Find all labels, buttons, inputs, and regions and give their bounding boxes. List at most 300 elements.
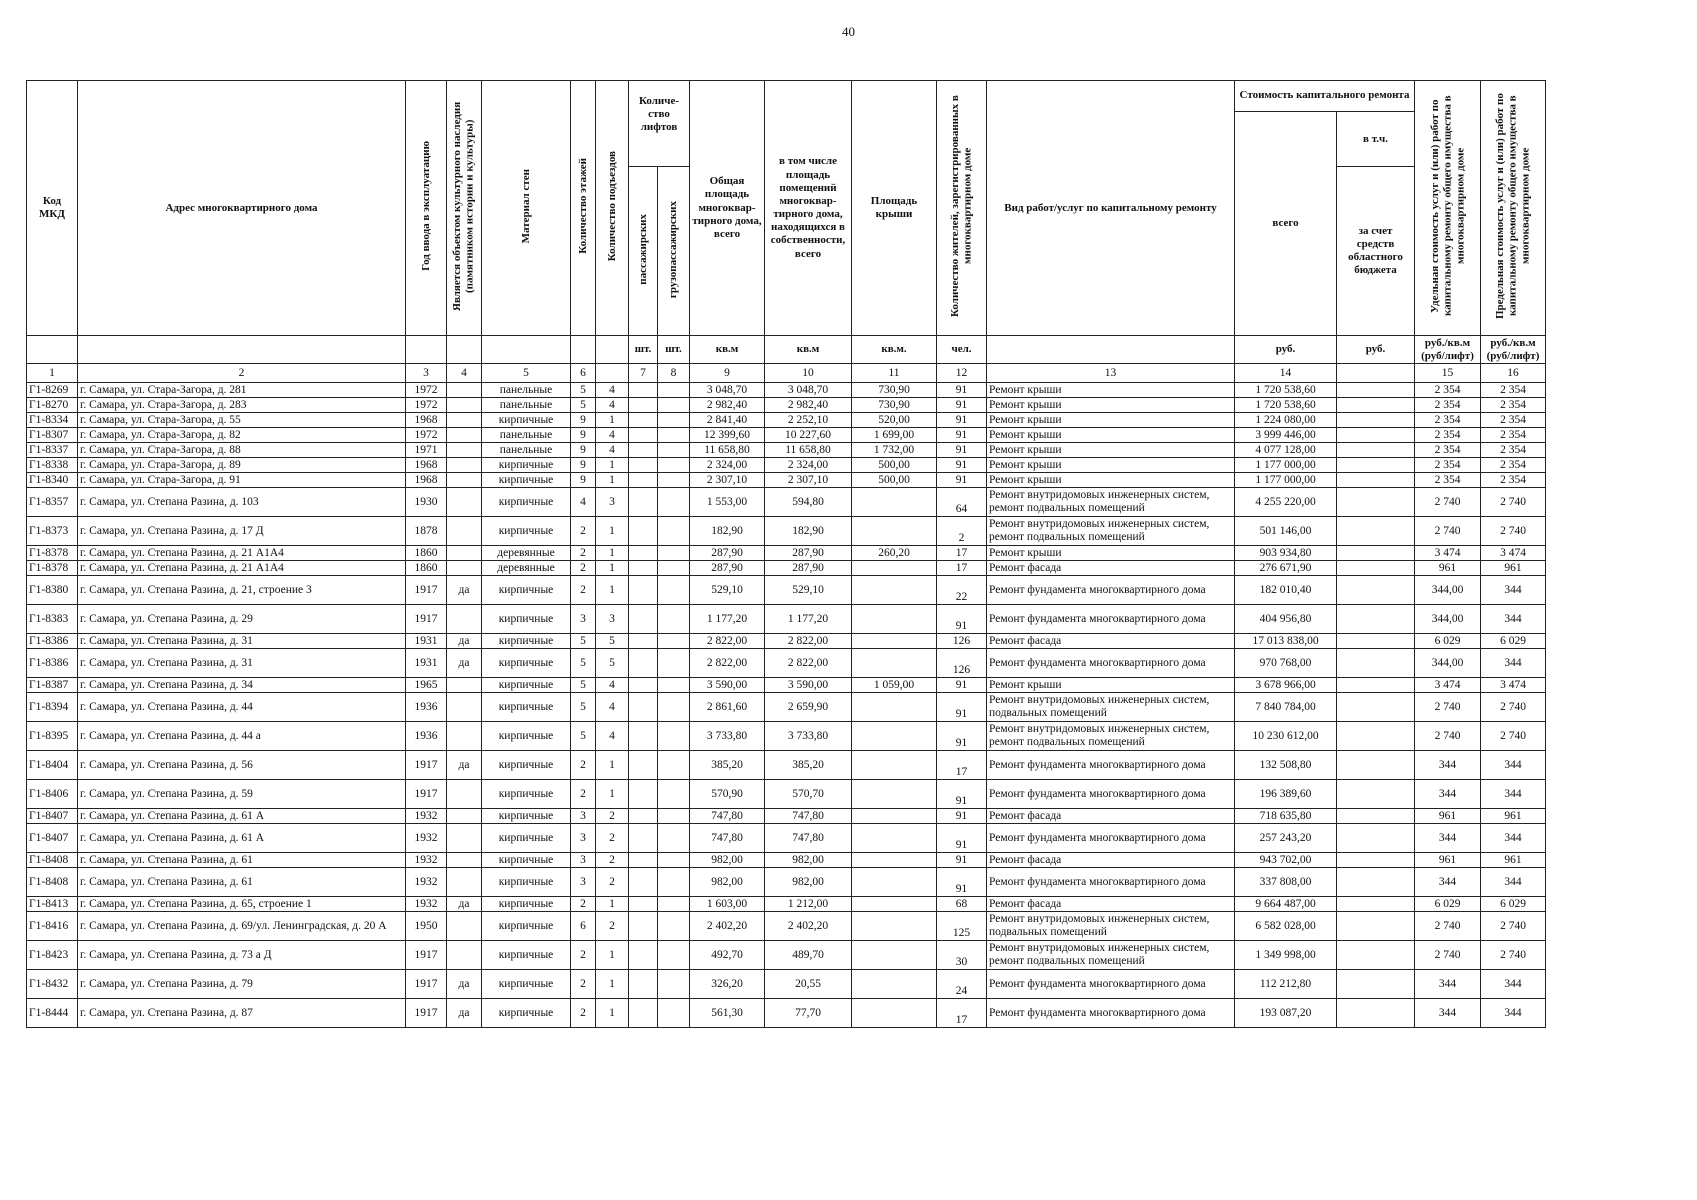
cell-unit-cost: 344 bbox=[1415, 970, 1481, 999]
cell-cost-regional bbox=[1337, 517, 1415, 546]
cell-floors: 3 bbox=[571, 853, 596, 868]
cell-code: Г1-8406 bbox=[27, 780, 78, 809]
cell-cost-total: 3 999 446,00 bbox=[1235, 428, 1337, 443]
cell-residents: 91 bbox=[937, 458, 987, 473]
column-number: 1 bbox=[27, 364, 78, 383]
cell-year: 1950 bbox=[406, 912, 447, 941]
cell-address: г. Самара, ул. Степана Разина, д. 65, строение 1 bbox=[78, 897, 406, 912]
cell-lifts-pass bbox=[629, 443, 658, 458]
cell-code: Г1-8395 bbox=[27, 722, 78, 751]
unit-residents: чел. bbox=[937, 336, 987, 364]
cell-code: Г1-8337 bbox=[27, 443, 78, 458]
cell-year: 1917 bbox=[406, 970, 447, 999]
cell-cost-regional bbox=[1337, 853, 1415, 868]
table-row bbox=[27, 473, 1546, 488]
cell-address: г. Самара, ул. Степана Разина, д. 44 bbox=[78, 693, 406, 722]
cell-cost-regional bbox=[1337, 751, 1415, 780]
cell-floors: 2 bbox=[571, 780, 596, 809]
cell-owned-area: 982,00 bbox=[765, 868, 852, 897]
table-row bbox=[27, 970, 1546, 999]
cell-max-cost: 6 029 bbox=[1481, 634, 1546, 649]
column-number-row bbox=[27, 364, 1546, 383]
cell-code: Г1-8380 bbox=[27, 576, 78, 605]
cell-entrances: 1 bbox=[596, 458, 629, 473]
cell-entrances: 2 bbox=[596, 853, 629, 868]
cell-code: Г1-8407 bbox=[27, 809, 78, 824]
cell-lifts-pass bbox=[629, 970, 658, 999]
table-row bbox=[27, 824, 1546, 853]
table-row bbox=[27, 722, 1546, 751]
cell-year: 1931 bbox=[406, 649, 447, 678]
cell-work-type: Ремонт крыши bbox=[987, 678, 1235, 693]
cell-wall: панельные bbox=[482, 398, 571, 413]
cell-floors: 3 bbox=[571, 824, 596, 853]
column-number: 3 bbox=[406, 364, 447, 383]
header-cost-total: всего bbox=[1235, 112, 1337, 336]
cell-unit-cost: 2 354 bbox=[1415, 458, 1481, 473]
cell-max-cost: 3 474 bbox=[1481, 678, 1546, 693]
cell-wall: панельные bbox=[482, 428, 571, 443]
header-wall: Материал стен bbox=[482, 81, 571, 336]
table-row bbox=[27, 941, 1546, 970]
cell-total-area: 2 982,40 bbox=[690, 398, 765, 413]
cell-work-type: Ремонт крыши bbox=[987, 473, 1235, 488]
cell-lifts-cargo bbox=[658, 868, 690, 897]
cell-entrances: 1 bbox=[596, 546, 629, 561]
cell-residents: 91 bbox=[937, 443, 987, 458]
cell-lifts-pass bbox=[629, 649, 658, 678]
cell-cost-total: 404 956,80 bbox=[1235, 605, 1337, 634]
cell-code: Г1-8383 bbox=[27, 605, 78, 634]
cell-cost-total: 4 255 220,00 bbox=[1235, 488, 1337, 517]
cell-lifts-pass bbox=[629, 678, 658, 693]
cell-owned-area: 2 822,00 bbox=[765, 634, 852, 649]
cell-unit-cost: 344 bbox=[1415, 780, 1481, 809]
cell-total-area: 182,90 bbox=[690, 517, 765, 546]
cell-total-area: 747,80 bbox=[690, 824, 765, 853]
cell-residents: 64 bbox=[937, 488, 987, 517]
cell-lifts-pass bbox=[629, 576, 658, 605]
cell-cost-total: 9 664 487,00 bbox=[1235, 897, 1337, 912]
cell-wall: панельные bbox=[482, 383, 571, 398]
cell-residents: 125 bbox=[937, 912, 987, 941]
cell-entrances: 1 bbox=[596, 941, 629, 970]
cell-cost-regional bbox=[1337, 546, 1415, 561]
cell-work-type: Ремонт крыши bbox=[987, 398, 1235, 413]
header-owned-area: в том числе площадь помещений многоквар-тирного дома, находящихся в собственности, всего bbox=[765, 81, 852, 336]
cell-lifts-cargo bbox=[658, 458, 690, 473]
cell-cost-total: 1 224 080,00 bbox=[1235, 413, 1337, 428]
cell-code: Г1-8307 bbox=[27, 428, 78, 443]
cell-owned-area: 77,70 bbox=[765, 999, 852, 1028]
cell-heritage bbox=[447, 488, 482, 517]
cell-work-type: Ремонт внутридомовых инженерных систем, подвальных помещений bbox=[987, 693, 1235, 722]
cell-address: г. Самара, ул. Степана Разина, д. 34 bbox=[78, 678, 406, 693]
cell-wall: кирпичные bbox=[482, 517, 571, 546]
cell-wall: кирпичные bbox=[482, 809, 571, 824]
cell-cost-total: 718 635,80 bbox=[1235, 809, 1337, 824]
cell-roof-area bbox=[852, 824, 937, 853]
cell-entrances: 1 bbox=[596, 517, 629, 546]
cell-roof-area: 1 059,00 bbox=[852, 678, 937, 693]
cell-floors: 2 bbox=[571, 897, 596, 912]
cell-owned-area: 747,80 bbox=[765, 824, 852, 853]
cell-owned-area: 1 177,20 bbox=[765, 605, 852, 634]
cell-total-area: 982,00 bbox=[690, 868, 765, 897]
cell-lifts-cargo bbox=[658, 649, 690, 678]
cell-residents: 2 bbox=[937, 517, 987, 546]
cell-entrances: 5 bbox=[596, 634, 629, 649]
cell-roof-area bbox=[852, 576, 937, 605]
cell-roof-area bbox=[852, 605, 937, 634]
cell-total-area: 287,90 bbox=[690, 561, 765, 576]
table-row bbox=[27, 413, 1546, 428]
table-row bbox=[27, 383, 1546, 398]
cell-heritage bbox=[447, 693, 482, 722]
cell-owned-area: 3 590,00 bbox=[765, 678, 852, 693]
cell-wall: кирпичные bbox=[482, 824, 571, 853]
cell-total-area: 561,30 bbox=[690, 999, 765, 1028]
cell-owned-area: 287,90 bbox=[765, 546, 852, 561]
cell-code: Г1-8407 bbox=[27, 824, 78, 853]
cell-owned-area: 747,80 bbox=[765, 809, 852, 824]
cell-max-cost: 2 740 bbox=[1481, 912, 1546, 941]
cell-year: 1972 bbox=[406, 428, 447, 443]
cell-work-type: Ремонт внутридомовых инженерных систем, ремонт подвальных помещений bbox=[987, 941, 1235, 970]
cell-address: г. Самара, ул. Степана Разина, д. 44 а bbox=[78, 722, 406, 751]
cell-floors: 3 bbox=[571, 809, 596, 824]
cell-max-cost: 2 740 bbox=[1481, 693, 1546, 722]
cell-lifts-pass bbox=[629, 868, 658, 897]
cell-roof-area: 500,00 bbox=[852, 458, 937, 473]
cell-wall: кирпичные bbox=[482, 912, 571, 941]
cell-total-area: 492,70 bbox=[690, 941, 765, 970]
cell-entrances: 1 bbox=[596, 561, 629, 576]
cell-address: г. Самара, ул. Степана Разина, д. 73 а Д bbox=[78, 941, 406, 970]
table-row bbox=[27, 693, 1546, 722]
cell-owned-area: 594,80 bbox=[765, 488, 852, 517]
cell-code: Г1-8408 bbox=[27, 853, 78, 868]
cell-lifts-cargo bbox=[658, 561, 690, 576]
cell-total-area: 2 861,60 bbox=[690, 693, 765, 722]
cell-lifts-cargo bbox=[658, 398, 690, 413]
cell-lifts-cargo bbox=[658, 488, 690, 517]
cell-max-cost: 961 bbox=[1481, 853, 1546, 868]
header-lifts: Количе-ство лифтов bbox=[629, 81, 690, 167]
cell-owned-area: 2 822,00 bbox=[765, 649, 852, 678]
table-row bbox=[27, 458, 1546, 473]
table-row bbox=[27, 809, 1546, 824]
cell-cost-total: 4 077 128,00 bbox=[1235, 443, 1337, 458]
cell-roof-area bbox=[852, 517, 937, 546]
cell-entrances: 2 bbox=[596, 912, 629, 941]
cell-cost-total: 6 582 028,00 bbox=[1235, 912, 1337, 941]
cell-roof-area: 500,00 bbox=[852, 473, 937, 488]
cell-max-cost: 344 bbox=[1481, 868, 1546, 897]
cell-wall: кирпичные bbox=[482, 853, 571, 868]
table-row bbox=[27, 780, 1546, 809]
cell-cost-total: 943 702,00 bbox=[1235, 853, 1337, 868]
cell-wall: деревянные bbox=[482, 561, 571, 576]
cell-cost-regional bbox=[1337, 383, 1415, 398]
cell-roof-area bbox=[852, 809, 937, 824]
header-cost-regional: за счет средств областного бюджета bbox=[1337, 167, 1415, 336]
table-row bbox=[27, 634, 1546, 649]
cell-year: 1932 bbox=[406, 824, 447, 853]
cell-lifts-cargo bbox=[658, 693, 690, 722]
cell-lifts-cargo bbox=[658, 824, 690, 853]
cell-max-cost: 344 bbox=[1481, 576, 1546, 605]
cell-entrances: 4 bbox=[596, 398, 629, 413]
cell-cost-regional bbox=[1337, 912, 1415, 941]
cell-lifts-pass bbox=[629, 912, 658, 941]
cell-floors: 5 bbox=[571, 722, 596, 751]
cell-roof-area: 730,90 bbox=[852, 383, 937, 398]
cell-heritage: да bbox=[447, 970, 482, 999]
cell-code: Г1-8334 bbox=[27, 413, 78, 428]
cell-work-type: Ремонт фундамента многоквартирного дома bbox=[987, 649, 1235, 678]
cell-roof-area bbox=[852, 649, 937, 678]
cell-work-type: Ремонт фундамента многоквартирного дома bbox=[987, 824, 1235, 853]
cell-max-cost: 2 354 bbox=[1481, 398, 1546, 413]
cell-unit-cost: 6 029 bbox=[1415, 897, 1481, 912]
cell-code: Г1-8432 bbox=[27, 970, 78, 999]
cell-lifts-pass bbox=[629, 398, 658, 413]
cell-residents: 91 bbox=[937, 809, 987, 824]
column-number: 7 bbox=[629, 364, 658, 383]
cell-max-cost: 2 740 bbox=[1481, 722, 1546, 751]
cell-residents: 17 bbox=[937, 999, 987, 1028]
cell-roof-area bbox=[852, 868, 937, 897]
cell-max-cost: 2 354 bbox=[1481, 383, 1546, 398]
cell-wall: кирпичные bbox=[482, 488, 571, 517]
cell-wall: кирпичные bbox=[482, 649, 571, 678]
cell-code: Г1-8338 bbox=[27, 458, 78, 473]
cell-lifts-cargo bbox=[658, 428, 690, 443]
header-residents: Количество жителей, зарегистрированных в многоквартирном доме bbox=[937, 81, 987, 336]
cell-cost-regional bbox=[1337, 678, 1415, 693]
header-heritage: Является объектом культурного наследия (памятником истории и культуры) bbox=[447, 81, 482, 336]
cell-floors: 3 bbox=[571, 605, 596, 634]
cell-code: Г1-8270 bbox=[27, 398, 78, 413]
cell-residents: 91 bbox=[937, 693, 987, 722]
cell-address: г. Самара, ул. Стара-Загора, д. 55 bbox=[78, 413, 406, 428]
cell-max-cost: 344 bbox=[1481, 999, 1546, 1028]
table-row bbox=[27, 912, 1546, 941]
cell-unit-cost: 961 bbox=[1415, 561, 1481, 576]
cell-heritage bbox=[447, 780, 482, 809]
cell-roof-area bbox=[852, 488, 937, 517]
cell-year: 1968 bbox=[406, 413, 447, 428]
cell-address: г. Самара, ул. Степана Разина, д. 87 bbox=[78, 999, 406, 1028]
cell-lifts-pass bbox=[629, 383, 658, 398]
cell-max-cost: 2 740 bbox=[1481, 488, 1546, 517]
cell-lifts-pass bbox=[629, 561, 658, 576]
cell-floors: 2 bbox=[571, 999, 596, 1028]
unit-lifts-cargo: шт. bbox=[658, 336, 690, 364]
cell-year: 1917 bbox=[406, 941, 447, 970]
cell-wall: кирпичные bbox=[482, 897, 571, 912]
cell-code: Г1-8387 bbox=[27, 678, 78, 693]
cell-entrances: 2 bbox=[596, 809, 629, 824]
cell-entrances: 4 bbox=[596, 428, 629, 443]
cell-residents: 24 bbox=[937, 970, 987, 999]
cell-cost-total: 17 013 838,00 bbox=[1235, 634, 1337, 649]
cell-entrances: 2 bbox=[596, 868, 629, 897]
cell-lifts-pass bbox=[629, 853, 658, 868]
cell-lifts-cargo bbox=[658, 722, 690, 751]
cell-year: 1931 bbox=[406, 634, 447, 649]
cell-cost-total: 1 177 000,00 bbox=[1235, 458, 1337, 473]
cell-lifts-pass bbox=[629, 751, 658, 780]
cell-address: г. Самара, ул. Степана Разина, д. 17 Д bbox=[78, 517, 406, 546]
cell-address: г. Самара, ул. Степана Разина, д. 79 bbox=[78, 970, 406, 999]
cell-roof-area bbox=[852, 561, 937, 576]
cell-year: 1860 bbox=[406, 561, 447, 576]
cell-max-cost: 344 bbox=[1481, 649, 1546, 678]
cell-roof-area bbox=[852, 999, 937, 1028]
cell-floors: 9 bbox=[571, 428, 596, 443]
cell-lifts-pass bbox=[629, 824, 658, 853]
cell-cost-regional bbox=[1337, 398, 1415, 413]
cell-cost-total: 1 720 538,60 bbox=[1235, 398, 1337, 413]
cell-address: г. Самара, ул. Степана Разина, д. 61 А bbox=[78, 809, 406, 824]
cell-lifts-cargo bbox=[658, 605, 690, 634]
cell-work-type: Ремонт фасада bbox=[987, 634, 1235, 649]
cell-cost-regional bbox=[1337, 605, 1415, 634]
cell-address: г. Самара, ул. Степана Разина, д. 29 bbox=[78, 605, 406, 634]
cell-entrances: 2 bbox=[596, 824, 629, 853]
column-number bbox=[1337, 364, 1415, 383]
cell-cost-total: 1 177 000,00 bbox=[1235, 473, 1337, 488]
unit-owned-area: кв.м bbox=[765, 336, 852, 364]
cell-max-cost: 2 354 bbox=[1481, 458, 1546, 473]
cell-residents: 91 bbox=[937, 678, 987, 693]
cell-cost-regional bbox=[1337, 649, 1415, 678]
cell-lifts-cargo bbox=[658, 912, 690, 941]
cell-total-area: 747,80 bbox=[690, 809, 765, 824]
table-row bbox=[27, 561, 1546, 576]
cell-address: г. Самара, ул. Стара-Загора, д. 89 bbox=[78, 458, 406, 473]
cell-work-type: Ремонт внутридомовых инженерных систем, ремонт подвальных помещений bbox=[987, 722, 1235, 751]
cell-unit-cost: 344,00 bbox=[1415, 576, 1481, 605]
cell-work-type: Ремонт фундамента многоквартирного дома bbox=[987, 605, 1235, 634]
cell-unit-cost: 2 354 bbox=[1415, 398, 1481, 413]
cell-heritage bbox=[447, 605, 482, 634]
cell-lifts-pass bbox=[629, 473, 658, 488]
cell-heritage bbox=[447, 546, 482, 561]
column-number: 15 bbox=[1415, 364, 1481, 383]
cell-entrances: 1 bbox=[596, 999, 629, 1028]
cell-address: г. Самара, ул. Степана Разина, д. 31 bbox=[78, 634, 406, 649]
cell-lifts-pass bbox=[629, 517, 658, 546]
cell-unit-cost: 344 bbox=[1415, 751, 1481, 780]
cell-work-type: Ремонт крыши bbox=[987, 413, 1235, 428]
cell-total-area: 12 399,60 bbox=[690, 428, 765, 443]
cell-total-area: 11 658,80 bbox=[690, 443, 765, 458]
header-unit-cost: Удельная стоимость услуг и (или) работ по капитальному ремонту общего имущества в многоквартирном доме bbox=[1415, 81, 1481, 336]
cell-unit-cost: 2 354 bbox=[1415, 383, 1481, 398]
cell-cost-total: 7 840 784,00 bbox=[1235, 693, 1337, 722]
cell-address: г. Самара, ул. Степана Разина, д. 56 bbox=[78, 751, 406, 780]
cell-heritage bbox=[447, 458, 482, 473]
cell-roof-area bbox=[852, 693, 937, 722]
cell-cost-total: 196 389,60 bbox=[1235, 780, 1337, 809]
page-number: 40 bbox=[842, 24, 855, 39]
cell-work-type: Ремонт фасада bbox=[987, 853, 1235, 868]
cell-wall: кирпичные bbox=[482, 605, 571, 634]
cell-owned-area: 3 048,70 bbox=[765, 383, 852, 398]
cell-wall: кирпичные bbox=[482, 413, 571, 428]
cell-code: Г1-8378 bbox=[27, 546, 78, 561]
cell-owned-area: 2 982,40 bbox=[765, 398, 852, 413]
cell-lifts-cargo bbox=[658, 546, 690, 561]
cell-residents: 91 bbox=[937, 473, 987, 488]
cell-lifts-pass bbox=[629, 999, 658, 1028]
cell-code: Г1-8386 bbox=[27, 634, 78, 649]
cell-owned-area: 287,90 bbox=[765, 561, 852, 576]
cell-residents: 68 bbox=[937, 897, 987, 912]
cell-floors: 5 bbox=[571, 693, 596, 722]
table-row bbox=[27, 546, 1546, 561]
cell-cost-regional bbox=[1337, 576, 1415, 605]
cell-wall: деревянные bbox=[482, 546, 571, 561]
cell-lifts-cargo bbox=[658, 413, 690, 428]
cell-year: 1972 bbox=[406, 398, 447, 413]
cell-lifts-cargo bbox=[658, 999, 690, 1028]
cell-wall: кирпичные bbox=[482, 780, 571, 809]
cell-cost-regional bbox=[1337, 970, 1415, 999]
header-lifts-pass: пассажирских bbox=[629, 167, 658, 336]
unit-lifts-pass: шт. bbox=[629, 336, 658, 364]
cell-unit-cost: 2 740 bbox=[1415, 722, 1481, 751]
cell-code: Г1-8444 bbox=[27, 999, 78, 1028]
table-row bbox=[27, 751, 1546, 780]
cell-cost-total: 257 243,20 bbox=[1235, 824, 1337, 853]
cell-owned-area: 2 252,10 bbox=[765, 413, 852, 428]
cell-heritage bbox=[447, 678, 482, 693]
cell-max-cost: 344 bbox=[1481, 970, 1546, 999]
cell-year: 1878 bbox=[406, 517, 447, 546]
cell-year: 1971 bbox=[406, 443, 447, 458]
column-number: 16 bbox=[1481, 364, 1546, 383]
cell-year: 1968 bbox=[406, 458, 447, 473]
cell-owned-area: 10 227,60 bbox=[765, 428, 852, 443]
cell-roof-area: 260,20 bbox=[852, 546, 937, 561]
cell-floors: 5 bbox=[571, 678, 596, 693]
cell-cost-total: 501 146,00 bbox=[1235, 517, 1337, 546]
cell-cost-total: 3 678 966,00 bbox=[1235, 678, 1337, 693]
table-row bbox=[27, 868, 1546, 897]
cell-lifts-cargo bbox=[658, 678, 690, 693]
cell-work-type: Ремонт фундамента многоквартирного дома bbox=[987, 780, 1235, 809]
cell-address: г. Самара, ул. Степана Разина, д. 103 bbox=[78, 488, 406, 517]
cell-heritage: да bbox=[447, 999, 482, 1028]
cell-work-type: Ремонт фундамента многоквартирного дома bbox=[987, 970, 1235, 999]
cell-roof-area bbox=[852, 897, 937, 912]
cell-lifts-pass bbox=[629, 488, 658, 517]
cell-code: Г1-8416 bbox=[27, 912, 78, 941]
cell-unit-cost: 344 bbox=[1415, 824, 1481, 853]
cell-owned-area: 489,70 bbox=[765, 941, 852, 970]
cell-lifts-cargo bbox=[658, 634, 690, 649]
header-roof-area: Площадь крыши bbox=[852, 81, 937, 336]
cell-lifts-pass bbox=[629, 722, 658, 751]
cell-wall: кирпичные bbox=[482, 458, 571, 473]
table-row bbox=[27, 649, 1546, 678]
cell-cost-regional bbox=[1337, 941, 1415, 970]
cell-cost-regional bbox=[1337, 458, 1415, 473]
